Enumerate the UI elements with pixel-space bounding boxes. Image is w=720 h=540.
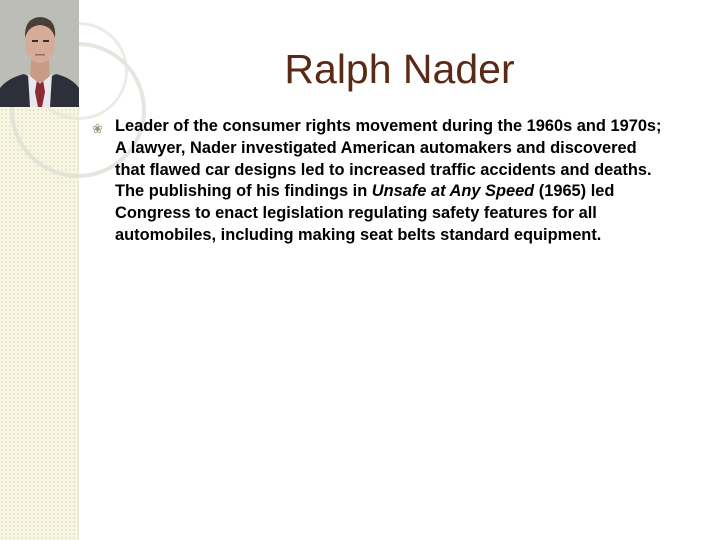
book-title: Unsafe at Any Speed <box>371 182 535 201</box>
text-segment: The publishing of his findings in <box>115 182 372 201</box>
text-line: Leader of the consumer rights movement during the 1960s and 1970s; <box>115 117 662 135</box>
bullet-text <box>115 116 712 247</box>
curl-bullet-icon: ❀ <box>92 121 103 136</box>
portrait-photo <box>0 0 79 107</box>
text-segment: (1965) led <box>534 182 615 201</box>
slide-title: Ralph Nader <box>284 46 515 92</box>
text-line: automobiles, including making seat belts standard equipment. <box>115 225 602 244</box>
text-line-with-book-title <box>115 181 712 203</box>
bullet-item <box>92 116 712 247</box>
text-line: Congress to enact legislation regulating safety features for all <box>115 204 597 223</box>
text-line: that flawed car designs led to increased traffic accidents and deaths. <box>115 160 652 179</box>
text-line: A lawyer, Nader investigated American automakers and discovered <box>115 138 637 157</box>
